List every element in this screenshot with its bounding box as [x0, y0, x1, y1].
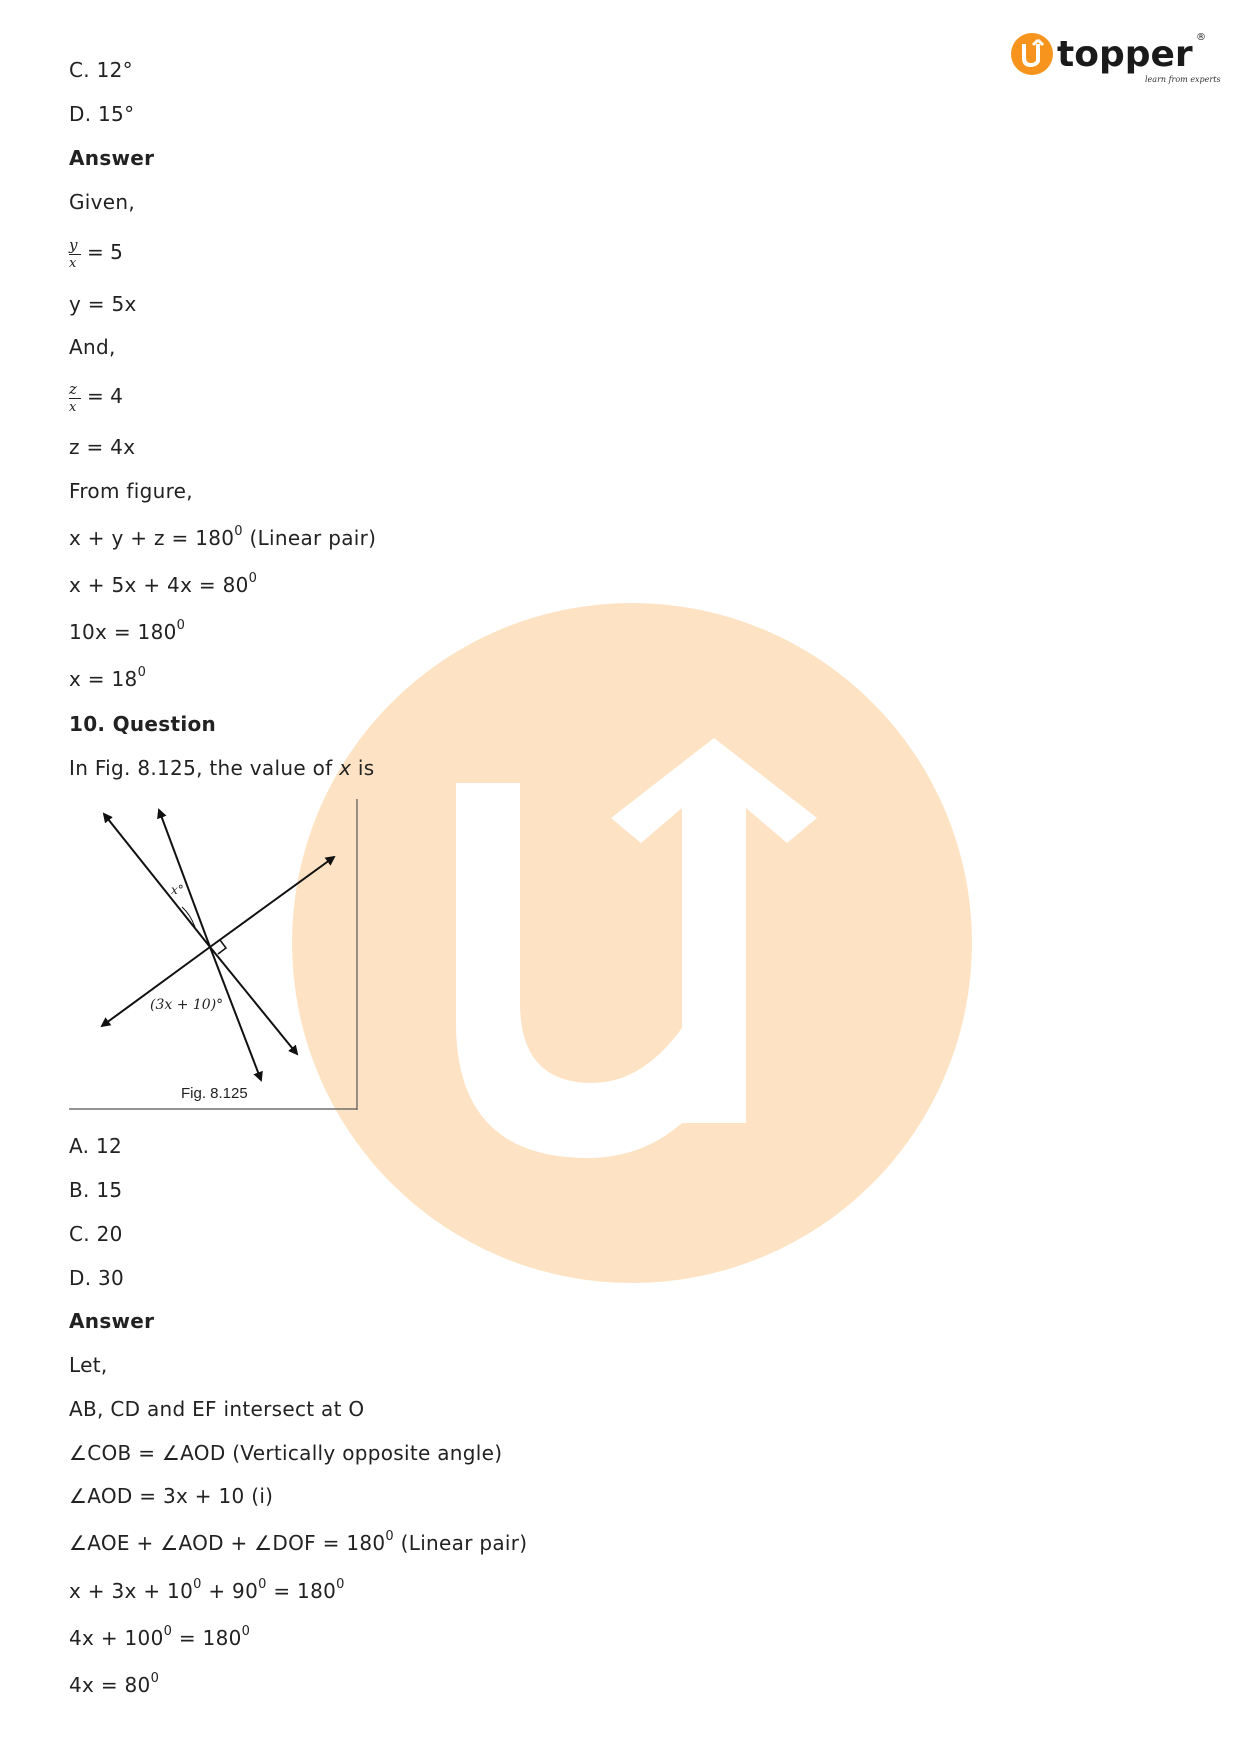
- y-equation: y = 5x: [69, 292, 137, 316]
- topper-logo: [1010, 28, 1221, 90]
- step-2: $x + 5x + 4x = 80^0$: [69, 571, 258, 597]
- given-label: Given,: [69, 190, 136, 214]
- answer-2-heading: Answer: [69, 1309, 155, 1333]
- question-10-text: In Fig. 8.125, the value of x is: [69, 756, 375, 780]
- step-1: $x + y + z = 180^0$ (Linear pair): [69, 524, 377, 550]
- angle-3x-plus-10-label: (3x + 10)°: [150, 997, 224, 1013]
- option-d: D. 30: [69, 1266, 125, 1290]
- option-c-prev: C. 12°: [69, 58, 133, 82]
- solution-line-5: $x + 3x + 10^0 + 90^0 = 180^0$: [69, 1577, 345, 1603]
- angle-x-label: x°: [171, 883, 184, 897]
- and-label: And,: [69, 335, 116, 359]
- option-a: A. 12: [69, 1134, 122, 1158]
- solution-line-2: ∠COB = ∠AOD (Vertically opposite angle): [69, 1441, 503, 1465]
- svg-text:®: ®: [1196, 32, 1206, 43]
- svg-text:topper: topper: [1057, 34, 1193, 75]
- topper-logo-icon: [1010, 28, 1221, 90]
- let-label: Let,: [69, 1353, 108, 1377]
- solution-line-4: ∠AOE + ∠AOD + ∠DOF = $180^0$ (Linear pair): [69, 1529, 528, 1555]
- figure-caption: Fig. 8.125: [181, 1085, 248, 1102]
- solution-line-1: AB, CD and EF intersect at O: [69, 1397, 365, 1421]
- solution-line-3: ∠AOD = 3x + 10 (i): [69, 1484, 274, 1508]
- step-4: $x = 18^0$: [69, 665, 147, 691]
- step-3: $10x = 180^0$: [69, 618, 186, 644]
- from-figure-label: From figure,: [69, 479, 193, 503]
- watermark-logo-icon: [292, 603, 972, 1283]
- svg-text:learn from experts: learn from experts: [1145, 75, 1221, 84]
- solution-line-6: $4x + 100^0 = 180^0$: [69, 1624, 251, 1650]
- z-equation: z = 4x: [69, 435, 136, 459]
- figure-8-125: [69, 797, 357, 1110]
- question-10-heading: 10. Question: [69, 712, 217, 736]
- answer-heading: Answer: [69, 146, 155, 170]
- solution-line-7: $4x = 80^0$: [69, 1671, 160, 1697]
- option-c: C. 20: [69, 1222, 123, 1246]
- intersecting-lines-diagram: [69, 797, 357, 1110]
- option-d-prev: D. 15°: [69, 102, 135, 126]
- option-b: B. 15: [69, 1178, 123, 1202]
